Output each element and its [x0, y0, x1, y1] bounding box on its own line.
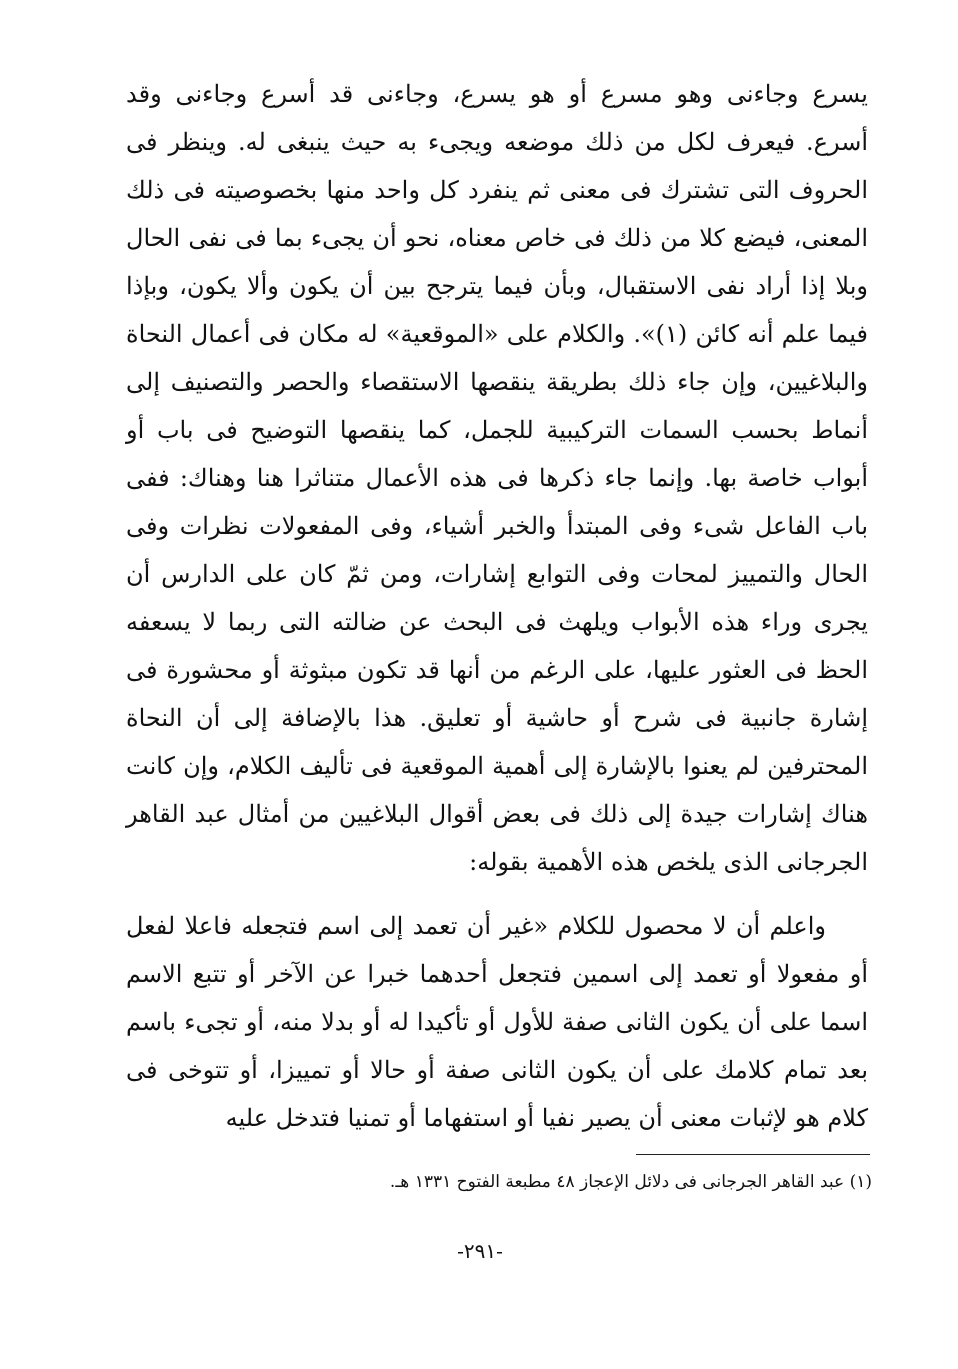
body-paragraph-2: واعلم أن لا محصول للكلام «غير أن تعمد إلى اسم فتجعله فاعلا لفعل أو مفعولا أو تعمد إلى اسمين فتجعل أحدهما خبرا عن الآخر أو تتبع الاسم اسما على أن يكون الثانى صفة للأول أو تأكيدا له أو بدلا منه، أو تجىء باسم بعد تمام كلامك على أن يكون الثانى صفة أو حالا أو تمييزا، أو تتوخى فى كلام هو لإثبات معنى أن يصير نفيا أو استفهاما أو تمنيا فتدخل عليه — [126, 912, 868, 1132]
body-paragraph-1: يسرع وجاءنى وهو مسرع أو هو يسرع، وجاءنى قد أسرع وجاءنى وقد أسرع. فيعرف لكل من ذلك موضعه ويجىء به حيث ينبغى له. وينظر فى الحروف التى تشترك فى معنى ثم ينفرد كل واحد منها بخصوصيته فى ذلك المعنى، فيضع كلا من ذلك فى خاص معناه، نحو أن يجىء بما فى نفى الحال وبلا إذا أراد نفى الاستقبال، وبأن فيما يترجح بين أن يكون وألا يكون، وبإذا فيما علم أنه كائن (١)». والكلام على «الموقعية» له مكان فى أعمال النحاة والبلاغيين، وإن جاء ذلك بطريقة ينقصها الاستقصاء والحصر والتصنيف إلى أنماط بحسب السمات التركيبية للجمل، كما ينقصها التوضيح فى باب أو أبواب خاصة بها. وإنما جاء ذكرها فى هذه الأعمال متناثرا هنا وهناك: ففى باب الفاعل شىء وفى المبتدأ والخبر أشياء، وفى المفعولات نظرات وفى الحال والتمييز لمحات وفى التوابع إشارات، ومن ثمّ كان على الدارس أن يجرى وراء هذه الأبواب ويلهث فى البحث عن ضالته التى ربما لا يسعفه الحظ فى العثور عليها، على الرغم من أنها قد تكون مبثوثة أو محشورة فى إشارة جانبية فى شرح أو حاشية أو تعليق. هذا بالإضافة إلى أن النحاة المحترفين لم يعنوا بالإشارة إلى أهمية الموقعية فى تأليف الكلام، وإن كانت هناك إشارات جيدة إلى ذلك فى بعض أقوال البلاغيين من أمثال عبد القاهر الجرجانى الذى يلخص هذه الأهمية بقوله: — [126, 80, 869, 876]
page-number: -٢٩١- — [457, 1239, 503, 1263]
footnote: (١) عبد القاهر الجرجانى فى دلائل الإعجاز ٤٨ مطبعة الفتوح ١٣٣١ هـ. — [389, 1172, 872, 1192]
footnote-divider — [636, 1154, 870, 1155]
